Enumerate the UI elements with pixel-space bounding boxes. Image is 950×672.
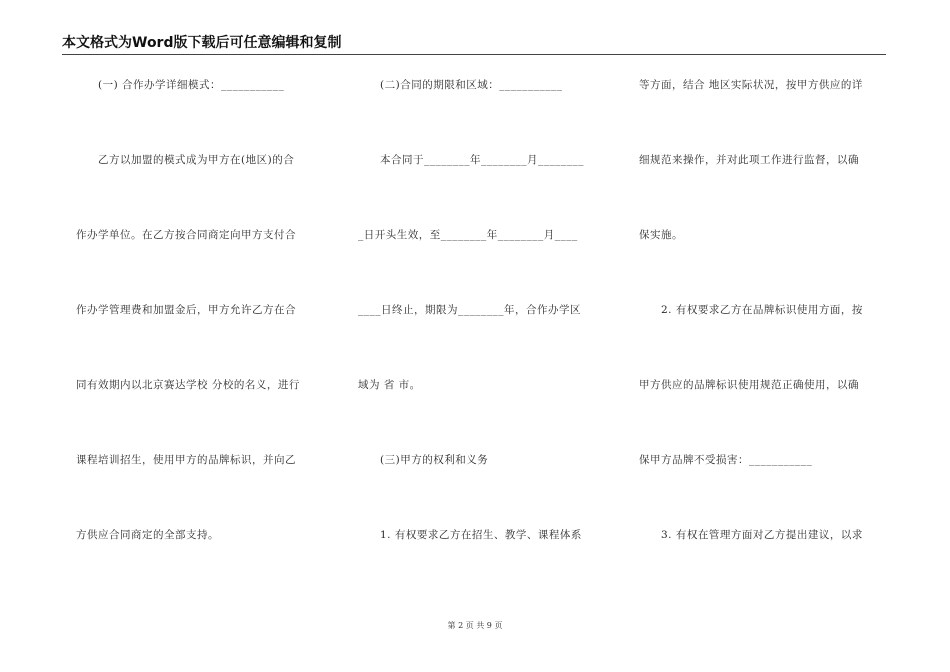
- paragraph-line: 同有效期内以北京赛达学校 分校的名义，进行: [76, 379, 300, 391]
- paragraph-line: (二)合同的期限和区域：___________: [380, 79, 563, 91]
- paragraph-line: _日开头生效，至________年________月____: [358, 229, 578, 241]
- paragraph-line: (三)甲方的权利和义务: [380, 454, 489, 466]
- paragraph-line: 域为 省 市。: [358, 379, 421, 391]
- paragraph-line: 保实施。: [639, 229, 683, 241]
- paragraph-line: 1. 有权要求乙方在招生、教学、课程体系: [380, 529, 582, 541]
- paragraph-line: (一) 合作办学详细模式：___________: [98, 79, 285, 91]
- page-header: [62, 34, 886, 55]
- paragraph-line: 本合同于________年________月________: [380, 154, 584, 166]
- paragraph-line: 课程培训招生，使用甲方的品牌标识，并向乙: [76, 454, 296, 466]
- paragraph-line: 2. 有权要求乙方在品牌标识使用方面，按: [661, 304, 863, 316]
- paragraph-line: 保甲方品牌不受损害：___________: [639, 454, 813, 466]
- paragraph-line: 等方面，结合 地区实际状况，按甲方供应的详: [639, 79, 863, 91]
- text-column-1: [76, 76, 326, 601]
- header-title: 本文格式为Word版下载后可任意编辑和复制: [62, 35, 342, 51]
- paragraph-line: 方供应合同商定的全部支持。: [76, 529, 219, 541]
- paragraph-line: 3. 有权在管理方面对乙方提出建议，以求: [661, 529, 863, 541]
- text-column-2: [358, 76, 608, 601]
- paragraph-line: 细规范来操作，并对此项工作进行监督，以确: [639, 154, 859, 166]
- page-number: 第 2 页 共 9 页: [447, 621, 503, 630]
- paragraph-line: 作办学单位。在乙方按合同商定向甲方支付合: [76, 229, 296, 241]
- paragraph-line: 乙方以加盟的模式成为甲方在(地区)的合: [98, 154, 295, 166]
- paragraph-line: 作办学管理费和加盟金后，甲方允许乙方在合: [76, 304, 296, 316]
- paragraph-line: ____日终止，期限为________年，合作办学区: [358, 304, 581, 316]
- paragraph-line: 甲方供应的品牌标识使用规范正确使用，以确: [639, 379, 859, 391]
- text-column-3: [639, 76, 889, 601]
